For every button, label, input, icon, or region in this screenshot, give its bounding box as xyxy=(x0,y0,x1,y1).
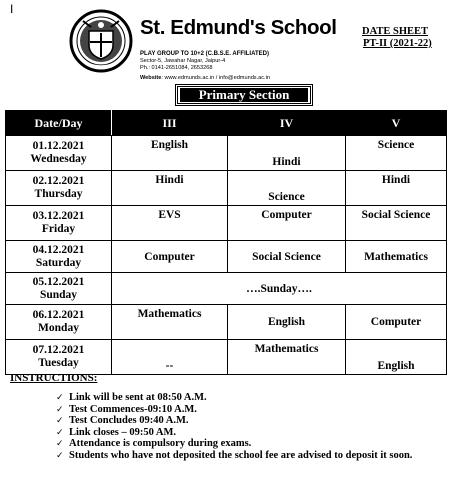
subject-cell-iv: Science xyxy=(228,171,346,206)
table-row xyxy=(6,305,447,340)
table-row xyxy=(6,206,447,241)
date-sheet-table xyxy=(5,110,447,375)
subject-cell-v: Hindi xyxy=(346,171,447,206)
corner-mark: I xyxy=(10,2,14,16)
subject-cell-iii: Computer xyxy=(112,241,228,273)
table-row xyxy=(6,340,447,375)
sheet-title: DATE SHEET xyxy=(362,26,429,37)
list-item xyxy=(56,404,412,416)
checkmark-icon: ✓ xyxy=(56,427,64,438)
date: 01.12.2021 xyxy=(32,140,85,152)
table-row xyxy=(6,241,447,273)
table-row xyxy=(6,171,447,206)
date: 05.12.2021 xyxy=(32,275,85,288)
instruction-text: Students who have not deposited the school fee are advised to deposit it soon. xyxy=(69,449,413,461)
day: Monday xyxy=(38,322,79,334)
subject-cell-iv: Hindi xyxy=(228,136,346,171)
school-affiliation: PLAY GROUP TO 10+2 (C.B.S.E. AFFILIATED) xyxy=(140,51,269,57)
website-link: www.edmunds.ac.in xyxy=(164,75,215,81)
school-phone: Ph.: 0141-2651084, 2653268 xyxy=(140,65,213,72)
date: 07.12.2021 xyxy=(32,344,85,356)
day: Sunday xyxy=(39,288,78,301)
list-item xyxy=(56,450,412,462)
checkmark-icon: ✓ xyxy=(56,450,64,461)
instructions-title: INSTRUCTIONS: xyxy=(10,372,98,384)
subject-cell-v: Science xyxy=(346,136,447,171)
table-row xyxy=(6,273,447,305)
subject-cell-iv: English xyxy=(228,305,346,340)
instructions-list xyxy=(56,392,412,462)
subject-cell-iii: Hindi xyxy=(112,171,228,206)
checkmark-icon: ✓ xyxy=(56,393,64,403)
date-cell xyxy=(6,241,112,273)
day: Saturday xyxy=(35,256,82,269)
section-title: Primary Section xyxy=(180,88,308,102)
school-address-block xyxy=(140,51,269,73)
date-sheet-heading xyxy=(362,26,432,50)
list-item xyxy=(56,438,412,450)
date-cell xyxy=(6,206,112,241)
date: 02.12.2021 xyxy=(32,175,85,187)
subject-cell-iv: Social Science xyxy=(228,241,346,273)
day: Tuesday xyxy=(38,357,79,369)
column-header-class-iv: IV xyxy=(228,111,346,136)
date: 06.12.2021 xyxy=(32,309,85,321)
instruction-text: Link will be sent at 08:50 A.M. xyxy=(69,392,207,403)
date: 04.12.2021 xyxy=(32,243,85,256)
school-address: Sector-5, Jawahar Nagar, Jaipur-4 xyxy=(140,58,226,65)
day: Friday xyxy=(41,223,76,235)
sheet-term: PT-II (2021-22) xyxy=(363,38,432,49)
date: 03.12.2021 xyxy=(32,210,85,222)
school-crest-logo xyxy=(69,9,133,73)
day: Thursday xyxy=(34,188,83,200)
list-item xyxy=(56,427,412,439)
school-email: / info@edmunds.ac.in xyxy=(215,75,270,81)
date-cell xyxy=(6,305,112,340)
school-web-line: Website: www.edmunds.ac.in / info@edmunds.ac.in xyxy=(140,75,270,81)
subject-cell-v: English xyxy=(346,340,447,375)
subject-cell-iii: -- xyxy=(112,340,228,375)
instruction-text: Attendance is compulsory during exams. xyxy=(69,438,252,450)
date-cell xyxy=(6,136,112,171)
checkmark-icon: ✓ xyxy=(56,404,64,415)
subject-cell-v: Computer xyxy=(346,305,447,340)
subject-cell-iv: Mathematics xyxy=(228,340,346,375)
instruction-text: Test Commences-09:10 A.M. xyxy=(69,403,197,415)
column-header-class-v: V xyxy=(346,111,447,136)
checkmark-icon: ✓ xyxy=(56,439,64,450)
subject-cell-iii: EVS xyxy=(112,206,228,241)
day: Wednesday xyxy=(30,153,87,165)
subject-cell-iv: Computer xyxy=(228,206,346,241)
date-cell xyxy=(6,273,112,305)
subject-cell-v: Social Science xyxy=(346,206,447,241)
column-header-date: Date/Day xyxy=(6,111,112,136)
instruction-text: Link closes – 09:50 AM. xyxy=(69,426,177,438)
table-row xyxy=(6,136,447,171)
instruction-text: Test Concludes 09:40 A.M. xyxy=(69,415,189,427)
subject-cell-v: Mathematics xyxy=(346,241,447,273)
date-cell xyxy=(6,340,112,375)
table-header-row xyxy=(6,111,447,136)
checkmark-icon: ✓ xyxy=(56,416,64,427)
date-cell xyxy=(6,171,112,206)
section-title-box xyxy=(177,86,311,104)
subject-cell-iii: Mathematics xyxy=(112,305,228,340)
school-name: St. Edmund's School xyxy=(140,16,337,39)
column-header-class-iii: III xyxy=(112,111,228,136)
list-item xyxy=(56,415,412,427)
website-label: Website xyxy=(140,75,162,81)
subject-cell-iii: English xyxy=(112,136,228,171)
list-item xyxy=(56,392,412,404)
holiday-cell: ….Sunday…. xyxy=(112,273,447,305)
